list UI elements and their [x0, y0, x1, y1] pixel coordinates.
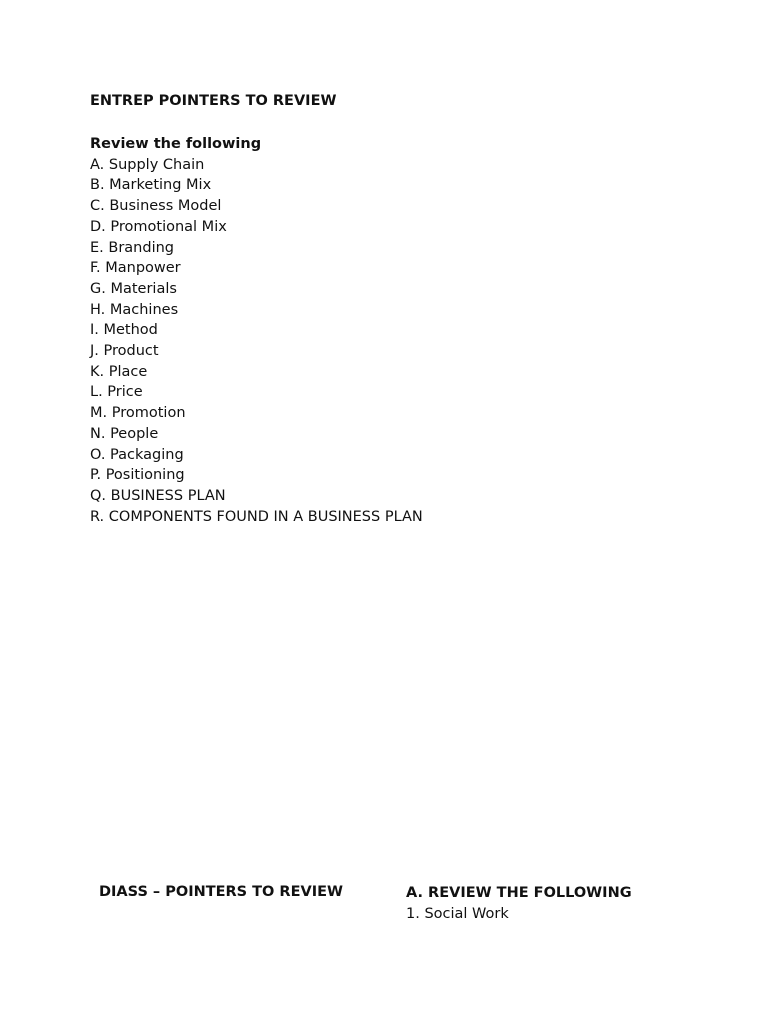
list-item: D. Promotional Mix: [90, 218, 227, 235]
list-item: A. Supply Chain: [90, 156, 205, 173]
list-item: H. Machines: [90, 301, 179, 318]
diass-title: DIASS – POINTERS TO REVIEW: [99, 884, 344, 900]
list-item: F. Manpower: [90, 260, 181, 277]
list-item: B. Marketing Mix: [90, 177, 212, 194]
entrep-title: ENTREP POINTERS TO REVIEW: [90, 93, 337, 109]
list-item: R. COMPONENTS FOUND IN A BUSINESS PLAN: [90, 508, 423, 525]
list-item: I. Method: [90, 322, 158, 339]
list-item: G. Materials: [90, 280, 177, 297]
entrep-review-heading: Review the following: [90, 136, 262, 152]
list-item: J. Product: [90, 343, 159, 360]
list-item: 1. Social Work: [406, 905, 509, 922]
list-item: P. Positioning: [90, 467, 185, 484]
list-item: N. People: [90, 425, 159, 442]
list-item: E. Branding: [90, 239, 174, 256]
diass-review-heading: A. REVIEW THE FOLLOWING: [406, 885, 632, 901]
entrep-review-section: [90, 134, 690, 527]
entrep-review-list: [90, 155, 690, 528]
diass-review-list: [406, 904, 746, 925]
list-item: L. Price: [90, 384, 143, 401]
list-item: C. Business Model: [90, 198, 222, 215]
list-item: M. Promotion: [90, 405, 186, 422]
list-item: K. Place: [90, 363, 148, 380]
list-item: O. Packaging: [90, 446, 184, 463]
diass-review-section: [406, 883, 746, 924]
list-item: Q. BUSINESS PLAN: [90, 487, 226, 504]
